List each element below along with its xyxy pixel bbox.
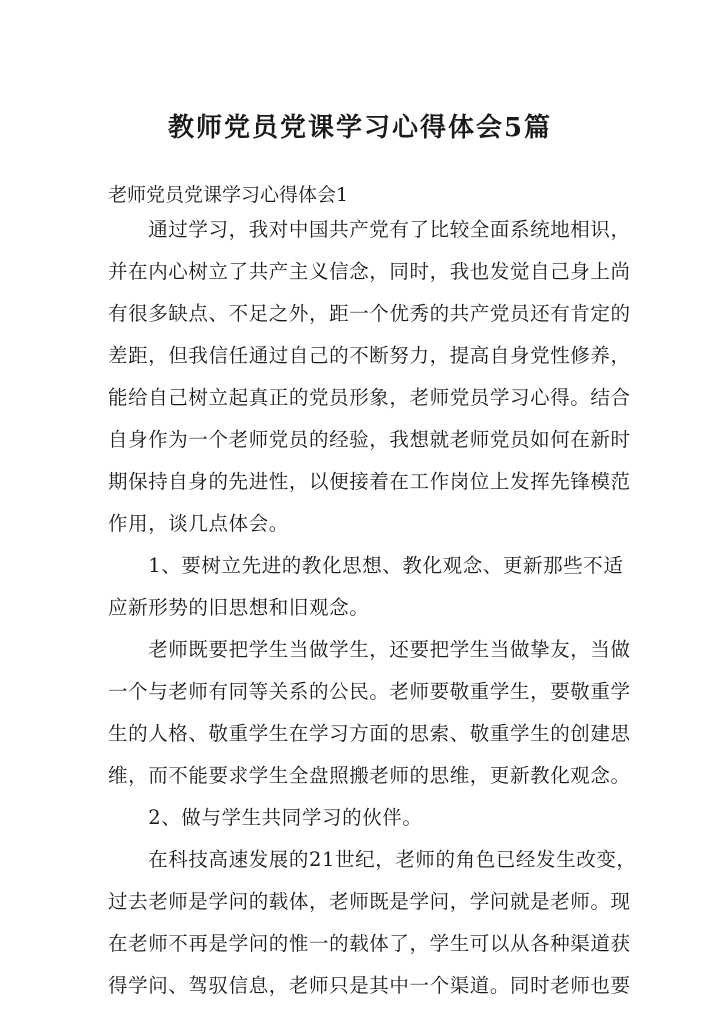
body-line: 过去老师是学问的载体，老师既是学问，学问就是老师。现 [108, 890, 631, 913]
body-line: 1、要树立先进的教化思想、教化观念、更新那些不适 [108, 554, 624, 577]
body-line: 并在内心树立了共产主义信念，同时，我也发觉自己身上尚 [108, 260, 631, 283]
body-line: 2、做与学生共同学习的伙伴。 [108, 806, 423, 829]
body-line: 通过学习，我对中国共产党有了比较全面系统地相识， [108, 218, 631, 241]
section-heading: 老师党员党课学习心得体会1 [108, 184, 349, 206]
body-line: 得学问、驾驭信息，老师只是其中一个渠道。同时老师也要 [108, 974, 631, 997]
body-line: 维，而不能要求学生全盘照搬老师的思维，更新教化观念。 [108, 764, 631, 787]
body-line: 应新形势的旧思想和旧观念。 [108, 596, 370, 619]
document-title: 教师党员党课学习心得体会5篇 [167, 113, 553, 143]
body-line: 自身作为一个老师党员的经验，我想就老师党员如何在新时 [108, 428, 631, 451]
body-line: 有很多缺点、不足之外，距一个优秀的共产党员还有肯定的 [108, 302, 631, 325]
body-line: 一个与老师有同等关系的公民。老师要敬重学生，要敬重学 [108, 680, 631, 703]
body-line: 老师既要把学生当做学生，还要把学生当做挚友，当做 [108, 638, 631, 661]
body-line: 生的人格、敬重学生在学习方面的思索、敬重学生的创建思 [108, 722, 631, 745]
body-line: 作用，谈几点体会。 [108, 512, 289, 535]
body-line: 在科技高速发展的21世纪，老师的角色已经发生改变， [108, 848, 637, 871]
body-line: 差距，但我信任通过自己的不断努力，提高自身党性修养， [108, 344, 631, 367]
body-line: 在老师不再是学问的惟一的载体了，学生可以从各种渠道获 [108, 932, 631, 955]
body-line: 能给自己树立起真正的党员形象，老师党员学习心得。结合 [108, 386, 631, 409]
body-line: 期保持自身的先进性，以便接着在工作岗位上发挥先锋模范 [108, 470, 631, 493]
